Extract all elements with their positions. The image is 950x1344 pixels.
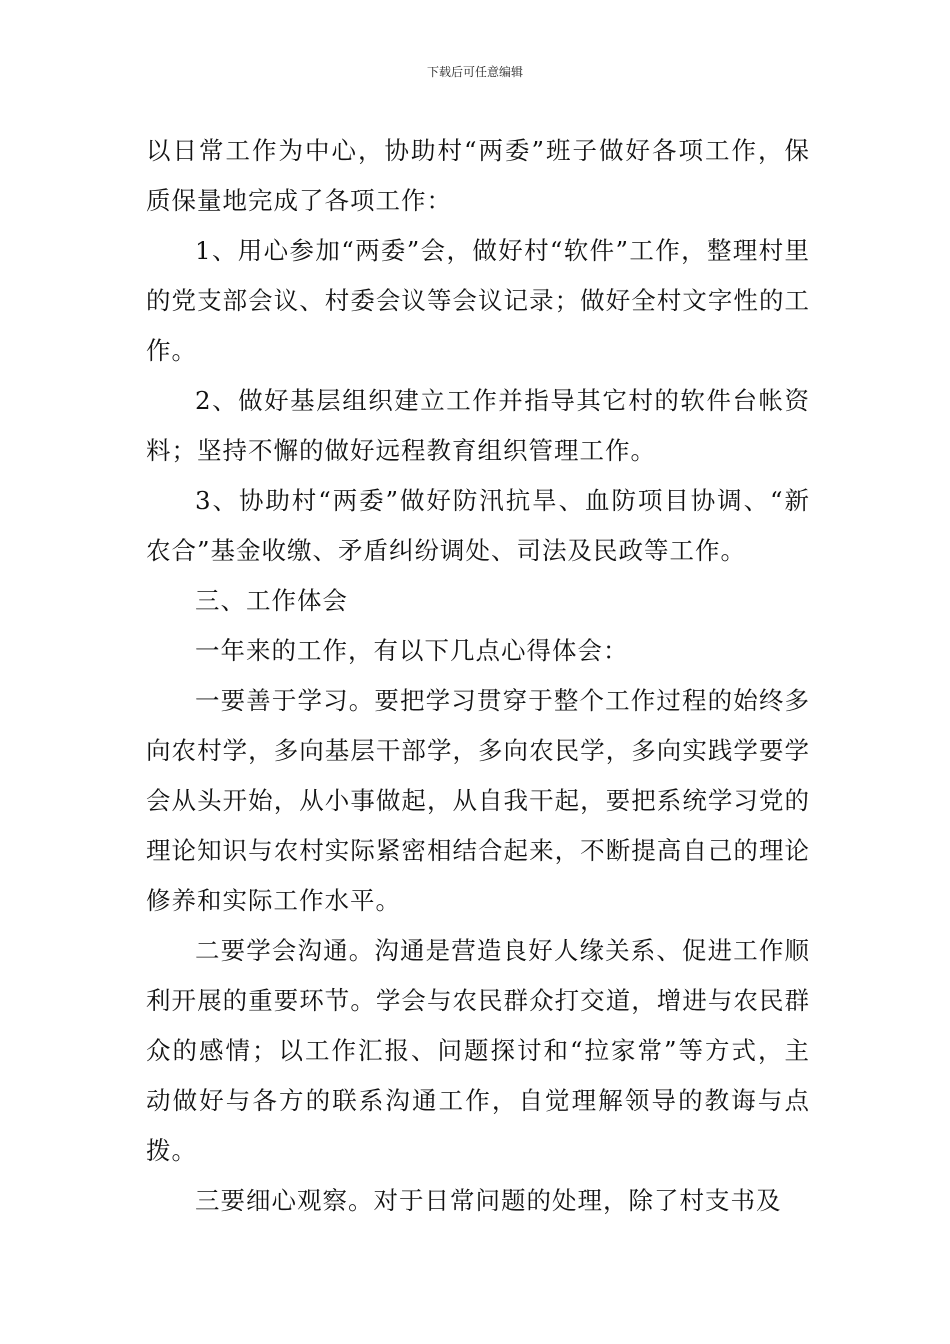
paragraph-communication: 二要学会沟通。沟通是营造良好人缘关系、促进工作顺利开展的重要环节。学会与农民群众打交道，增进与农民群众的感情；以工作汇报、问题探讨和“拉家常”等方式，主动做好与各方的联系沟通工作，自觉理解领导的教诲与点拨。 — [146, 936, 810, 1165]
section-heading: 三、工作体会 — [195, 586, 348, 615]
paragraph-intro: 以日常工作为中心，协助村“两委”班子做好各项工作，保质保量地完成了各项工作： — [146, 136, 810, 215]
paragraph-item-3: 3、协助村“两委”做好防汛抗旱、血防项目协调、“新农合”基金收缴、矛盾纠纷调处、司法及民政等工作。 — [146, 486, 810, 565]
document-body — [146, 126, 810, 1226]
paragraph-summary: 一年来的工作，有以下几点心得体会： — [195, 636, 629, 665]
paragraph-item-2: 2、做好基层组织建立工作并指导其它村的软件台帐资料；坚持不懈的做好远程教育组织管理工作。 — [146, 386, 810, 465]
paragraph-learning: 一要善于学习。要把学习贯穿于整个工作过程的始终多向农村学，多向基层干部学，多向农民学，多向实践学要学会从头开始，从小事做起，从自我干起，要把系统学习党的理论知识与农村实际紧密相结合起来，不断提高自己的理论修养和实际工作水平。 — [146, 686, 810, 915]
paragraph-item-1: 1、用心参加“两委”会，做好村“软件”工作，整理村里的党支部会议、村委会议等会议记录；做好全村文字性的工作。 — [146, 236, 810, 365]
paragraph-observation: 三要细心观察。对于日常问题的处理，除了村支书及 — [195, 1186, 782, 1215]
page-header: 下载后可任意编辑 — [426, 65, 523, 79]
